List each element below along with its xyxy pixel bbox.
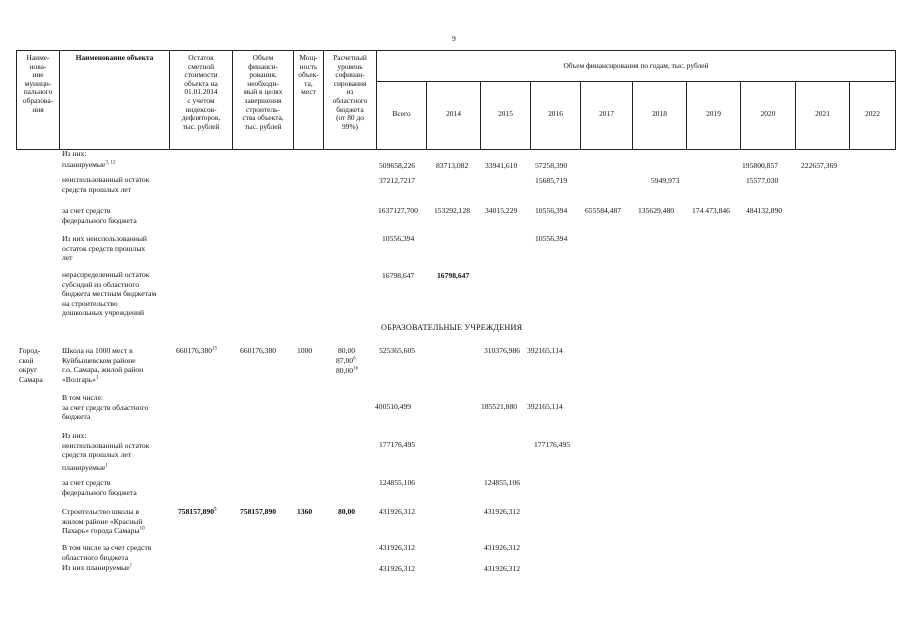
municipality-name: Город- ской округ Самара bbox=[19, 346, 43, 384]
cell-2014: 153292,128 bbox=[434, 206, 471, 215]
cell-2015: 33941,610 bbox=[485, 161, 518, 170]
cell-2015: 34015,229 bbox=[485, 206, 518, 215]
row-label bbox=[62, 563, 132, 573]
cell-capacity: 1000 bbox=[297, 346, 313, 355]
footnote-mark: 15 bbox=[212, 346, 218, 352]
footnote-mark: 3, 12 bbox=[105, 160, 116, 166]
cell-2016: 15685,719 bbox=[535, 176, 568, 185]
cell-2016: 57258,390 bbox=[535, 161, 568, 170]
cost-value: 660176,380 bbox=[176, 346, 213, 355]
row-label bbox=[62, 507, 145, 536]
cell-2016: 10556,394 bbox=[535, 206, 568, 215]
cell-total: 431926,312 bbox=[379, 507, 416, 516]
footnote-mark: 10 bbox=[139, 526, 145, 532]
cell-total: 431926,312 bbox=[379, 543, 416, 552]
cell-2018: 5949,973 bbox=[651, 176, 680, 185]
cell-total: 16798,647 bbox=[382, 271, 415, 280]
cell-2020: 195800,857 bbox=[742, 161, 779, 170]
year-2014: 2014 bbox=[446, 109, 461, 118]
row-label: неиспользованный остаток средств прошлых лет bbox=[62, 175, 150, 194]
cell-level-3 bbox=[336, 366, 358, 376]
row-label-text: Школа на 1000 мест в Куйбышевском районе г.о. Самара, жилой район «Волгарь» bbox=[62, 346, 144, 384]
cell-2015: 185521,880 bbox=[481, 402, 518, 411]
cell-level-2 bbox=[336, 356, 356, 366]
header-volume: Объем финанси- рования, необходи- мый в целях завершения строитель- ства объекта, тыс. рублей bbox=[242, 53, 284, 131]
cell-total: 37212,7217 bbox=[379, 176, 416, 185]
row-label-text: планируемые bbox=[62, 463, 106, 472]
cell-total: 124855,106 bbox=[379, 478, 416, 487]
footnote-mark: 1 bbox=[105, 463, 108, 469]
year-2016: 2016 bbox=[548, 109, 563, 118]
cell-total: 1637127,700 bbox=[378, 206, 418, 215]
year-total: Всего bbox=[392, 109, 411, 118]
row-label: В том числе: за счет средств областного бюджета bbox=[62, 393, 149, 422]
row-label-text: планируемые bbox=[62, 160, 106, 169]
cell-total: 10556,394 bbox=[382, 234, 415, 243]
year-2017: 2017 bbox=[599, 109, 614, 118]
footnote-mark: 1 bbox=[95, 375, 99, 381]
row-label: Из них: неиспользованный остаток средств прошлых лет bbox=[62, 431, 150, 460]
header-cost: Остаток сметной стоимости объекта на 01.01.2014 с учетом индексов- дефляторов, тыс. рублей bbox=[181, 53, 221, 131]
footnote-mark: 16 bbox=[353, 366, 359, 372]
cell-cost bbox=[178, 507, 217, 517]
header-municipality: Наиме- нова- ние муници- пального образова- ния bbox=[22, 53, 54, 114]
cell-total: 400510,499 bbox=[375, 402, 412, 411]
cell-2016: 177176,495 bbox=[534, 440, 571, 449]
year-2018: 2018 bbox=[652, 109, 667, 118]
cost-value: 758157,890 bbox=[178, 507, 215, 516]
header-object: Наименование объекта bbox=[75, 53, 154, 62]
cell-2015: 431926,312 bbox=[484, 507, 521, 516]
footnote-mark: 6 bbox=[353, 356, 356, 362]
row-label: Из них неиспользованный остаток средств прошлых лет bbox=[62, 234, 147, 263]
cell-level-1: 80,00 bbox=[338, 346, 356, 355]
year-2019: 2019 bbox=[706, 109, 721, 118]
footnote-mark: 1 bbox=[129, 563, 133, 569]
cell-2018: 135629,480 bbox=[638, 206, 675, 215]
year-2020: 2020 bbox=[760, 109, 776, 118]
cell-2015: 431926,312 bbox=[484, 543, 521, 552]
cell-total: 431926,312 bbox=[379, 564, 416, 573]
cell-2021: 222657,369 bbox=[801, 161, 838, 170]
header-level: Расчетный уровень софинан- сирования из областного бюджета (от 80 до 99%) bbox=[332, 53, 368, 131]
row-label-text: Строительство школы в жилом районе «Красный Пахарь» города Самары bbox=[62, 507, 143, 536]
cell-cost bbox=[176, 346, 217, 356]
cell-2015: 310376,986 bbox=[484, 346, 521, 355]
cell-2015: 431926,312 bbox=[484, 564, 521, 573]
row-label bbox=[62, 346, 143, 384]
row-label: Из них: bbox=[62, 149, 87, 158]
footnote-mark: 5 bbox=[214, 507, 217, 513]
row-label: нераспределенный остаток субсидий из областного бюджета местным бюджетам на строительство дошкольных учреждений bbox=[62, 270, 157, 318]
cell-2016: 10556,394 bbox=[535, 234, 568, 243]
header-funding: Объем финансирования по годам, тыс. рублей bbox=[563, 61, 709, 70]
row-label-text: Из них планируемые bbox=[62, 563, 130, 572]
cell-2019: 174 473,846 bbox=[692, 206, 730, 215]
cell-2020: 15577,030 bbox=[746, 176, 779, 185]
level-value: 80,00 bbox=[336, 366, 354, 375]
year-2015: 2015 bbox=[498, 109, 513, 118]
header-capacity: Мощ- ность объек- та, мест bbox=[298, 53, 319, 97]
cell-2014: 16798,647 bbox=[437, 271, 470, 280]
cell-2014: 83713,082 bbox=[436, 161, 469, 170]
row-label: В том числе за счет средств областного бюджета bbox=[62, 543, 152, 562]
year-2021: 2021 bbox=[815, 109, 830, 118]
cell-capacity: 1360 bbox=[297, 507, 313, 516]
cell-2017: 655584,487 bbox=[585, 206, 622, 215]
cell-total: 177176,495 bbox=[379, 440, 416, 449]
level-value: 87,00 bbox=[336, 356, 354, 365]
cell-level-1: 80,00 bbox=[338, 507, 356, 516]
page-number: 9 bbox=[452, 34, 456, 43]
year-2022: 2022 bbox=[865, 109, 880, 118]
row-label: за счет средств федерального бюджета bbox=[62, 206, 137, 225]
cell-2016: 392165,114 bbox=[527, 402, 563, 411]
row-label bbox=[62, 463, 108, 473]
row-label bbox=[62, 160, 115, 170]
cell-volume: 758157,890 bbox=[240, 507, 277, 516]
section-title: ОБРАЗОВАТЕЛЬНЫЕ УЧРЕЖДЕНИЯ bbox=[381, 323, 523, 332]
cell-volume: 660176,380 bbox=[240, 346, 277, 355]
cell-2016: 392165,114 bbox=[527, 346, 563, 355]
cell-total: 525365,605 bbox=[379, 346, 416, 355]
cell-2015: 124855,106 bbox=[484, 478, 521, 487]
cell-total: 509658,226 bbox=[379, 161, 416, 170]
row-label: за счет средств федерального бюджета bbox=[62, 478, 137, 497]
cell-2020: 484132,890 bbox=[746, 206, 783, 215]
